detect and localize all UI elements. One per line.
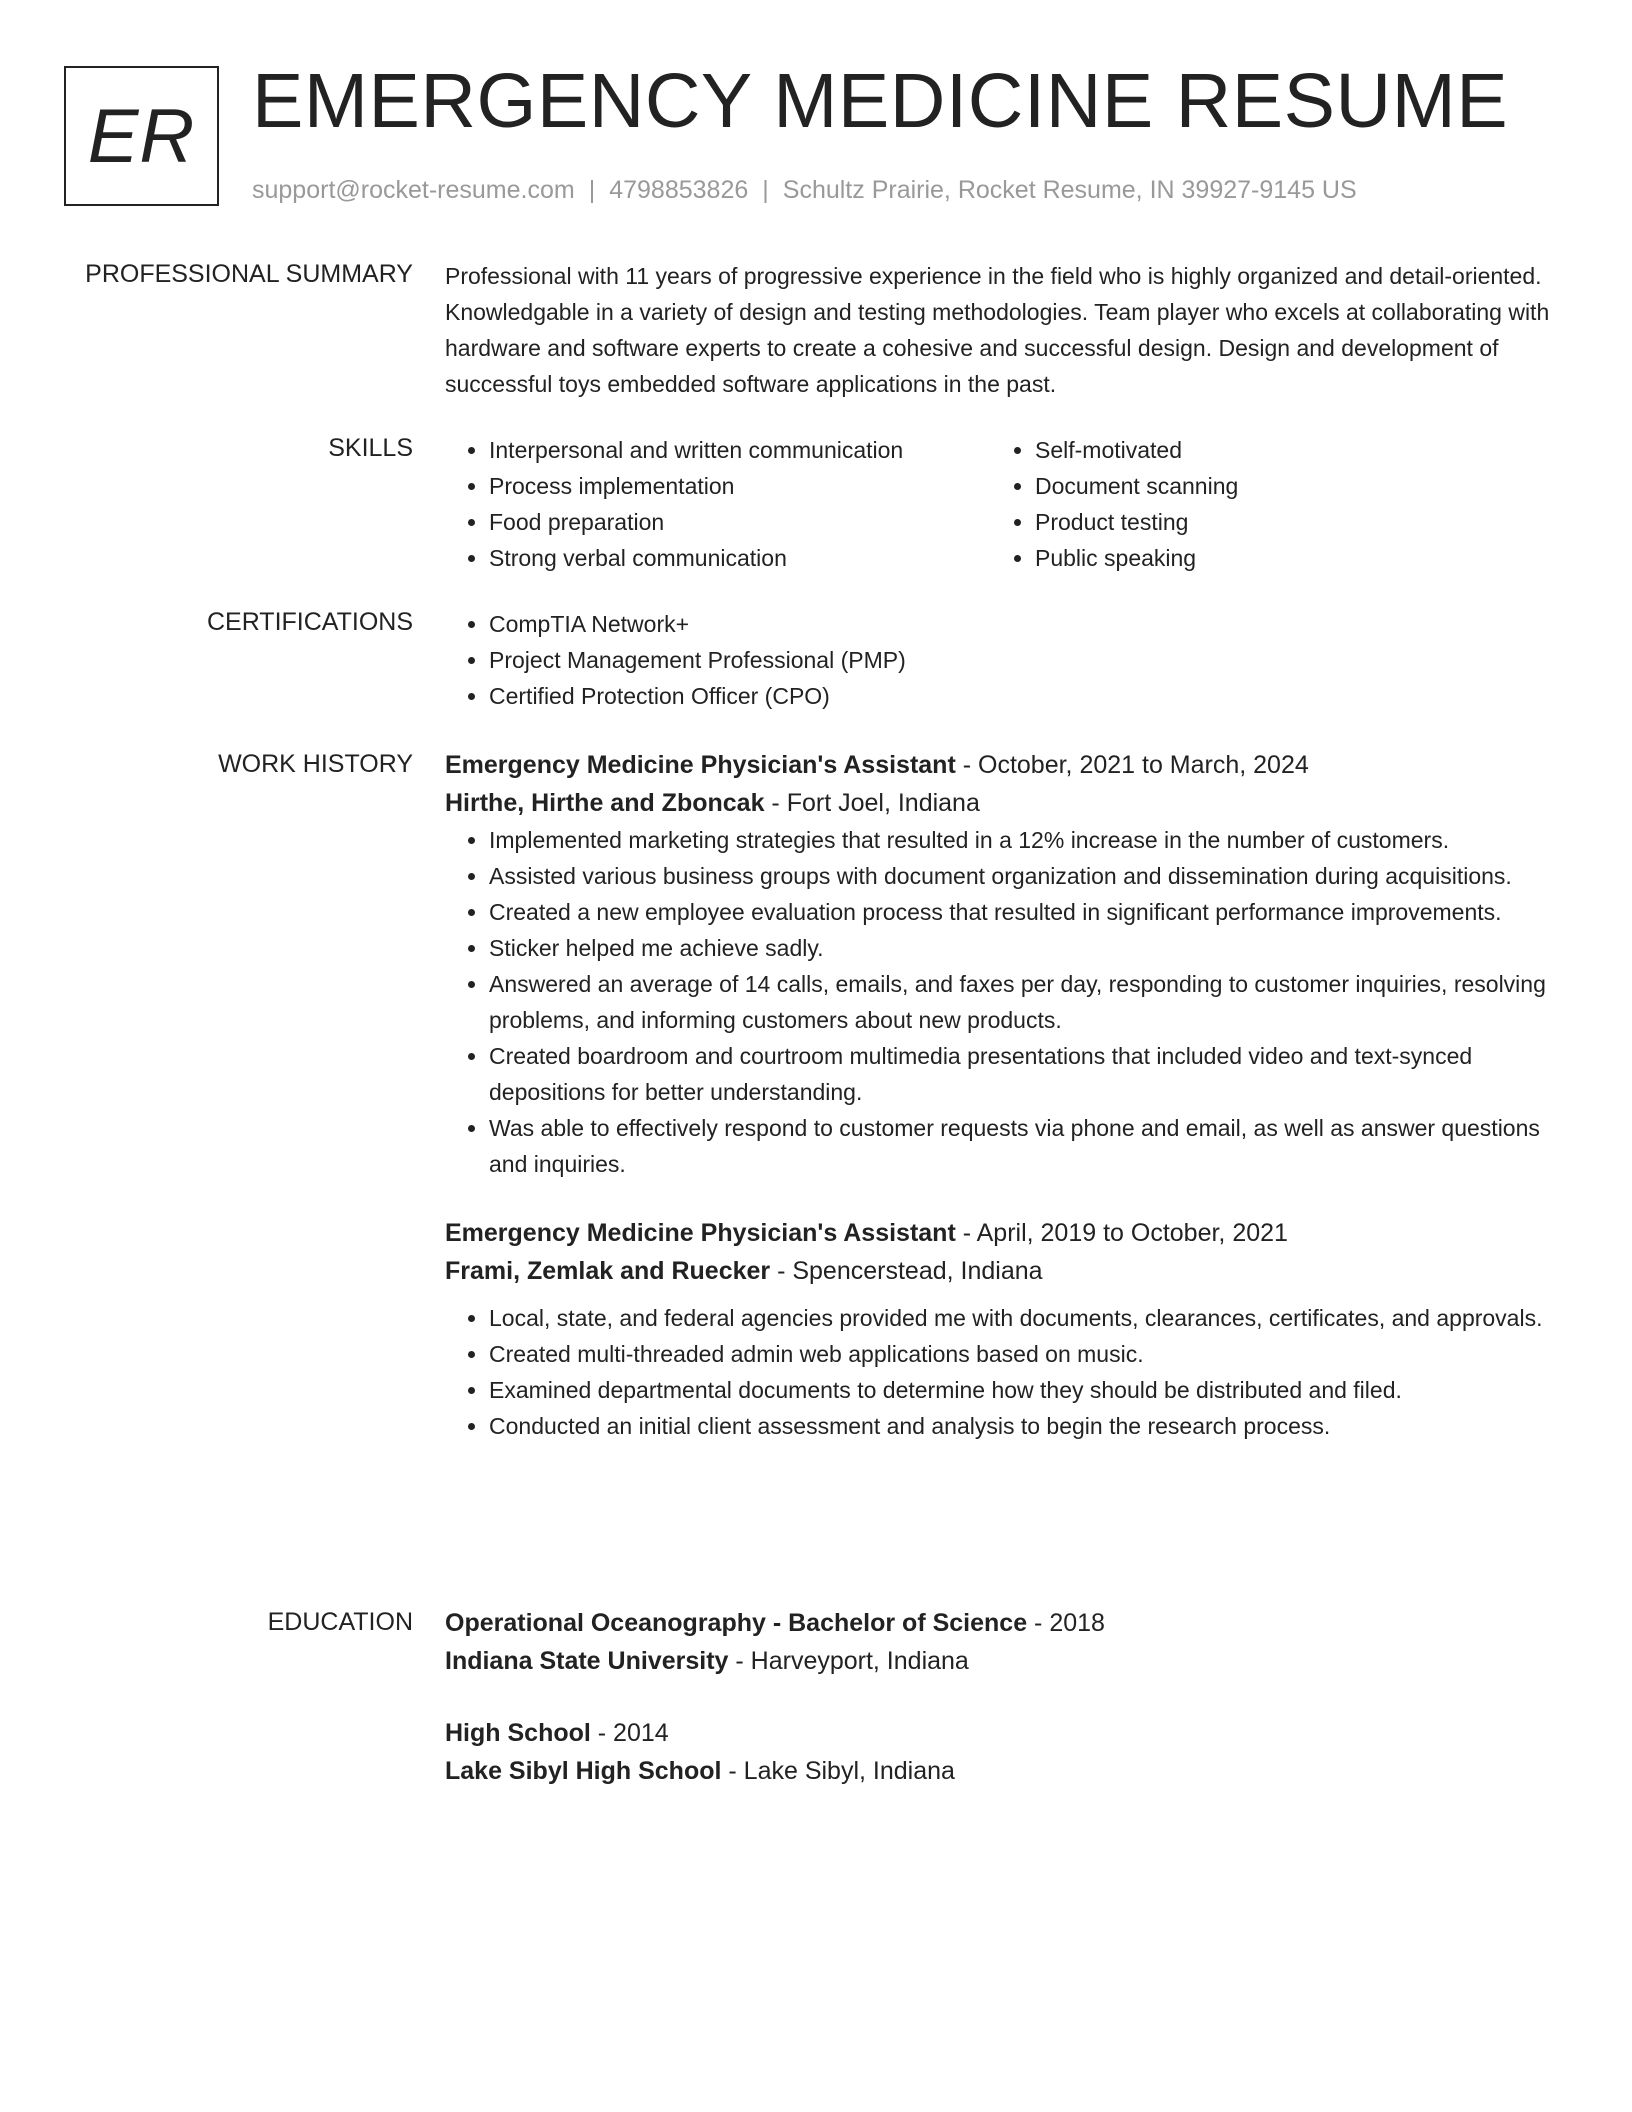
skills-column-right [991, 432, 1537, 576]
job-company: Frami, Zemlak and Ruecker [445, 1257, 771, 1285]
education-degree: High School [445, 1719, 591, 1747]
contact-line [252, 175, 1357, 205]
job-entry [445, 746, 1565, 1182]
education-year: - 2014 [590, 1719, 669, 1747]
skills-column-left [445, 432, 991, 576]
skill-item: • Document scanning [1035, 468, 1537, 504]
job-duty: • Sticker helped me achieve sadly. [489, 930, 1565, 966]
skills-list-right [991, 432, 1537, 576]
skill-item: • Food preparation [489, 504, 991, 540]
certifications-list [445, 606, 1565, 714]
skill-item: • Self-motivated [1035, 432, 1537, 468]
job-duty: • Created a new employee evaluation process that resulted in significant performance improvements. [489, 894, 1565, 930]
skill-item: • Strong verbal communication [489, 540, 991, 576]
education-school-line [445, 1642, 1565, 1680]
skills-grid [445, 432, 1565, 576]
education-entry [445, 1714, 1565, 1790]
monogram-logo [64, 66, 219, 206]
skill-item: • Process implementation [489, 468, 991, 504]
certifications-heading: CERTIFICATIONS [206, 608, 413, 636]
job-duty: • Created boardroom and courtroom multimedia presentations that included video and text-synced depositions for better understanding. [489, 1038, 1565, 1110]
education-degree-line [445, 1714, 1565, 1752]
monogram-text: ER [87, 93, 196, 179]
education-degree-line [445, 1604, 1565, 1642]
job-title: Emergency Medicine Physician's Assistant [445, 1219, 956, 1247]
education-degree: Operational Oceanography - Bachelor of Science [445, 1609, 1028, 1637]
education-heading: EDUCATION [267, 1608, 413, 1636]
contact-separator: | [762, 176, 769, 204]
job-duty: • Examined departmental documents to determine how they should be distributed and filed. [489, 1372, 1565, 1408]
job-duties-list [445, 822, 1565, 1182]
skills-heading: SKILLS [328, 434, 413, 462]
certification-item: • CompTIA Network+ [489, 606, 1565, 642]
contact-separator: | [588, 176, 596, 204]
education-school: Indiana State University [445, 1647, 729, 1675]
education-body [445, 1604, 1565, 1790]
certifications-body [445, 606, 1565, 714]
job-title-line [445, 746, 1565, 784]
job-company: Hirthe, Hirthe and Zboncak [445, 789, 765, 817]
education-location: - Lake Sibyl, Indiana [721, 1757, 955, 1785]
summary-heading: PROFESSIONAL SUMMARY [85, 260, 413, 288]
job-duty: • Assisted various business groups with document organization and dissemination during acquisitions. [489, 858, 1565, 894]
job-title: Emergency Medicine Physician's Assistant [445, 751, 956, 779]
job-dates: - April, 2019 to October, 2021 [955, 1219, 1288, 1247]
skill-item: • Product testing [1035, 504, 1537, 540]
job-entry [445, 1214, 1565, 1444]
job-dates: - October, 2021 to March, 2024 [955, 751, 1309, 779]
contact-email[interactable]: support@rocket-resume.com [252, 176, 575, 204]
education-school: Lake Sibyl High School [445, 1757, 722, 1785]
certification-item: • Project Management Professional (PMP) [489, 642, 1565, 678]
job-duty: • Conducted an initial client assessment and analysis to begin the research process. [489, 1408, 1565, 1444]
job-duty: • Local, state, and federal agencies provided me with documents, clearances, certificates, and approvals. [489, 1300, 1565, 1336]
job-duty: • Implemented marketing strategies that resulted in a 12% increase in the number of customers. [489, 822, 1565, 858]
work-history-body [445, 746, 1565, 1444]
skills-list-left [445, 432, 991, 576]
job-company-line [445, 784, 1565, 822]
summary-body [445, 258, 1565, 402]
education-entry [445, 1604, 1565, 1680]
skill-item: • Interpersonal and written communication [489, 432, 991, 468]
job-title-line [445, 1214, 1565, 1252]
summary-text: Professional with 11 years of progressive experience in the field who is highly organized and detail-oriented. Knowledgable in a variety of design and testing methodologies. Team player who excels at collaborating with hardware and software experts to create a cohesive and successful design. Design and development of successful toys embedded software applications in the past. [445, 263, 1550, 397]
work-history-heading: WORK HISTORY [218, 750, 413, 778]
certification-item: • Certified Protection Officer (CPO) [489, 678, 1565, 714]
job-company-line [445, 1252, 1565, 1290]
job-duty: • Created multi-threaded admin web applications based on music. [489, 1336, 1565, 1372]
job-location: - Fort Joel, Indiana [764, 789, 980, 817]
job-location: - Spencerstead, Indiana [770, 1257, 1043, 1285]
education-year: - 2018 [1027, 1609, 1105, 1637]
job-duty: • Was able to effectively respond to customer requests via phone and email, as well as answer questions and inquiries. [489, 1110, 1565, 1182]
skill-item: • Public speaking [1035, 540, 1537, 576]
contact-phone[interactable]: 4798853826 [609, 176, 749, 204]
education-school-line [445, 1752, 1565, 1790]
job-duty: • Answered an average of 14 calls, emails, and faxes per day, responding to customer inquiries, resolving problems, and informing customers about new products. [489, 966, 1565, 1038]
resume-title: EMERGENCY MEDICINE RESUME [252, 58, 1509, 144]
education-location: - Harveyport, Indiana [728, 1647, 969, 1675]
job-duties-list [445, 1300, 1565, 1444]
contact-address: Schultz Prairie, Rocket Resume, IN 39927-9145 US [782, 176, 1357, 204]
